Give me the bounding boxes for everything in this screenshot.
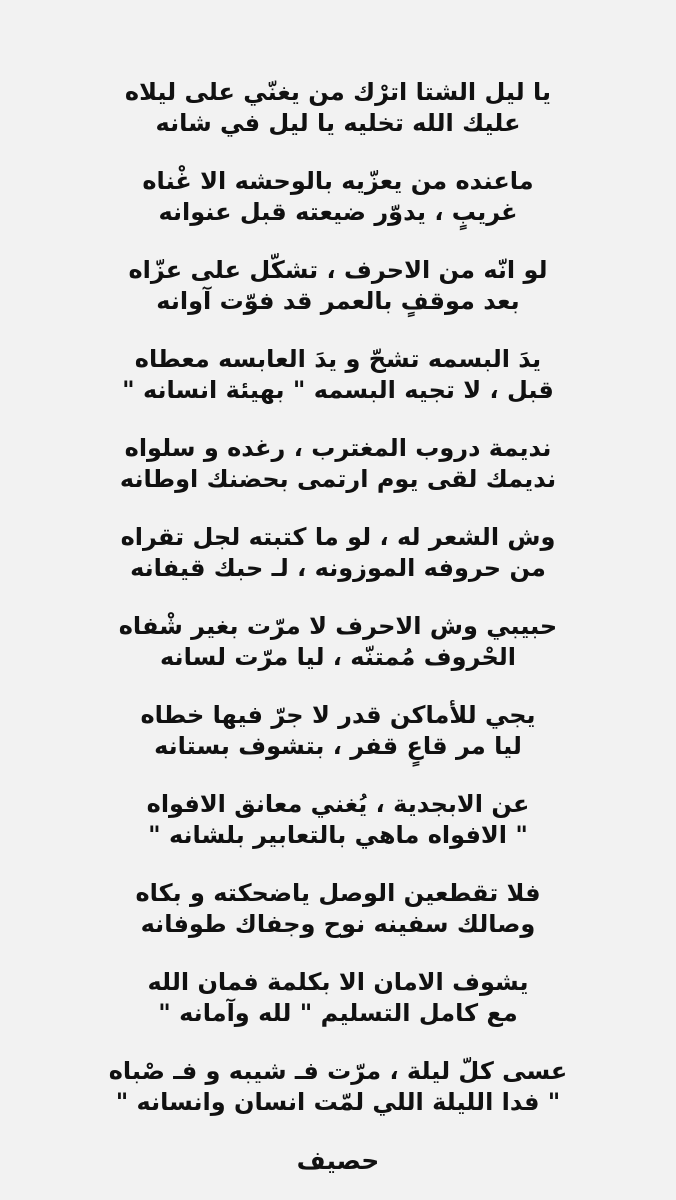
poem-line: بعد موقفٍ بالعمر قد فوّت آوانه <box>156 287 520 315</box>
poem-line: نديمك لقى يوم ارتمى بحضنك اوطانه <box>119 465 557 493</box>
poem-line: يشوف الامان الا بكلمة فمان الله <box>147 968 529 996</box>
poem-line: غريبٍ ، يدوّر ضيعته قبل عنوانه <box>158 198 518 226</box>
stanza-1 <box>0 77 676 139</box>
stanza-7 <box>0 611 676 673</box>
poem-line: " الافواه ماهي بالتعابير بلشانه " <box>148 821 528 849</box>
stanza-2 <box>0 166 676 228</box>
poem-line: يا ليل الشتا اترْك من يغنّي على ليلاه <box>124 78 552 106</box>
poem-line: وش الشعر له ، لو ما كتبته لجل تقراه <box>120 523 556 551</box>
stanza-9 <box>0 789 676 851</box>
stanza-12 <box>0 1056 676 1118</box>
poem-line: لو انّه من الاحرف ، تشكّل على عزّاه <box>128 256 548 284</box>
stanza-5 <box>0 433 676 495</box>
poem-text <box>0 77 676 1177</box>
poem-line: يدَ البسمه تشحّ و يدَ العابسه معطاه <box>134 345 542 373</box>
poem-line: نديمة دروب المغترب ، رغده و سلواه <box>124 434 552 462</box>
stanza-10 <box>0 878 676 940</box>
poem-line: فلا تقطعين الوصل ياضحكته و بكاه <box>135 879 541 907</box>
stanza-11 <box>0 967 676 1029</box>
stanza-4 <box>0 344 676 406</box>
stanza-6 <box>0 522 676 584</box>
poem-line: من حروفه الموزونه ، لـ حبك قيفانه <box>130 554 546 582</box>
poem-line: الحْروف مُمتنّه ، ليا مرّت لسانه <box>160 643 516 671</box>
poem-line: مع كامل التسليم " لله وآمانه " <box>158 999 518 1027</box>
poem-line: عليك الله تخليه يا ليل في شانه <box>155 109 521 137</box>
poem-line: عن الابجدية ، يُغني معانق الافواه <box>146 790 530 818</box>
poet-signature: حصيف <box>296 1146 380 1175</box>
poem-line: يجي للأماكن قدر لا جرّ فيها خطاه <box>140 701 536 729</box>
poem-line: " فدا الليلة اللي لمّت انسان وانسانه " <box>115 1088 561 1116</box>
poem-line: قبل ، لا تجيه البسمه " بهيئة انسانه " <box>122 376 554 404</box>
stanza-8 <box>0 700 676 762</box>
poem-line: وصالك سفينه نوح وجفاك طوفانه <box>140 910 536 938</box>
poem-line: ليا مر قاعٍ قفر ، بتشوف بستانه <box>154 732 522 760</box>
stanza-3 <box>0 255 676 317</box>
poem-line: عسى كلّ ليلة ، مرّت فـ شيبه و فـ صْباه <box>108 1057 568 1085</box>
poem-line: حبيبي وش الاحرف لا مرّت بغير شْفاه <box>118 612 558 640</box>
poem-line: ماعنده من يعزّيه بالوحشه الا غْناه <box>142 167 534 195</box>
